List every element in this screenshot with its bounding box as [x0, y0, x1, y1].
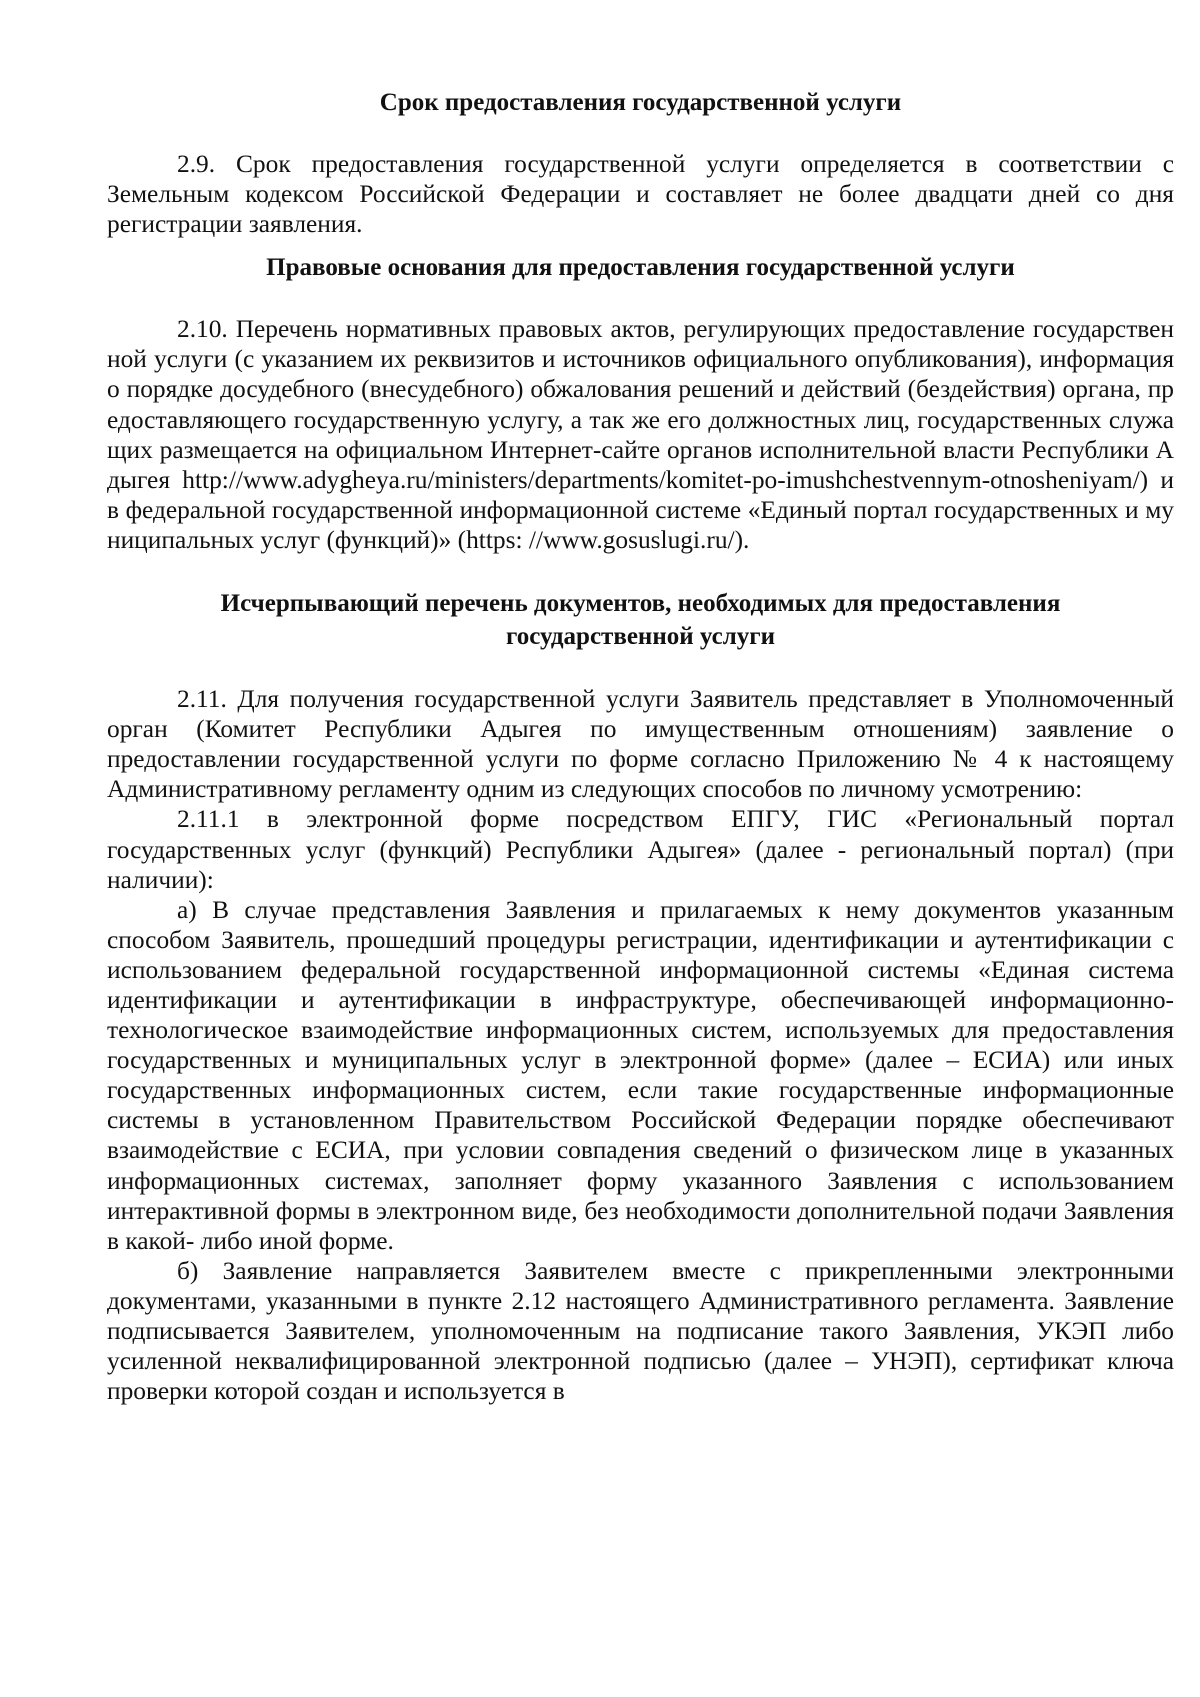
section-heading-legal-basis: Правовые основания для предоставления государственной услуги: [266, 254, 1015, 282]
section-heading-documents-line2: государственной услуги: [505, 623, 776, 651]
paragraph-2-11-1: 2.11.1 в электронной форме посредством ЕПГУ, ГИС «Региональный портал государственных услуг (функций) Республики Адыгея» (далее - региональный портал) (при наличии):: [107, 805, 1174, 894]
paragraph-2-10: 2.10. Перечень нормативных правовых актов, регулирующих предоставление государственной услуги (с указанием их реквизитов и источников официального опубликования), информация о порядке досудебного (внесудебного) обжалования решений и действий (бездействия) органа, предоставляющего государственную услугу, а так же его должностных лиц, государственных служащих размещается на официальном Интернет-сайте органов исполнительной власти Республики Адыгея http://www.adygheya.ru/ministers/departments/komitet-po-imushchestvennym-otnosheniyam/) и в федеральной государственной информационной системе «Единый портал государственных и муниципальных услуг (функций)» (https: //www.gosuslugi.ru/).: [107, 315, 1174, 554]
section-heading-documents: [107, 587, 1174, 653]
paragraph-item-a: а) В случае представления Заявления и прилагаемых к нему документов указанным способом Заявитель, прошедший процедуры регистрации, идентификации и аутентификации с использованием федеральной государственной информационной системы «Единая система идентификации и аутентификации в инфраструктуре, обеспечивающей информационно-технологическое взаимодействие информационных систем, используемых для предоставления государственных и муниципальных услуг в электронной форме» (далее – ЕСИА) или иных государственных информационных систем, если такие государственные информационные системы в установленном Правительством Российской Федерации порядке обеспечивают взаимодействие с ЕСИА, при условии совпадения сведений о физическом лице в указанных информационных системах, заполняет форму указанного Заявления с использованием интерактивной формы в электронном виде, без необходимости дополнительной подачи Заявления в какой- либо иной форме.: [107, 895, 1174, 1255]
section-heading-term: Срок предоставления государственной услуги: [379, 89, 902, 116]
section-heading-documents-line1: Исчерпывающий перечень документов, необходимых для предоставления: [220, 590, 1061, 618]
paragraph-item-b: б) Заявление направляется Заявителем вместе с прикрепленными электронными документами, указанными в пункте 2.12 настоящего Административного регламента. Заявление подписывается Заявителем, уполномоченным на подписание такого Заявления, УКЭП либо усиленной неквалифицированной электронной подписью (далее – УНЭП), сертификат ключа проверки которой создан и используется в: [107, 1256, 1174, 1406]
document-page: [107, 86, 1174, 1406]
paragraph-2-11: 2.11. Для получения государственной услуги Заявитель представляет в Уполномоченный орган (Комитет Республики Адыгея по имущественным отношениям) заявление о предоставлении государственной услуги по форме согласно Приложению № 4 к настоящему Административному регламенту одним из следующих способов по личному усмотрению:: [107, 685, 1174, 804]
paragraph-2-9: 2.9. Срок предоставления государственной услуги определяется в соответствии с Земельным кодексом Российской Федерации и составляет не более двадцати дней со дня регистрации заявления.: [107, 150, 1174, 239]
